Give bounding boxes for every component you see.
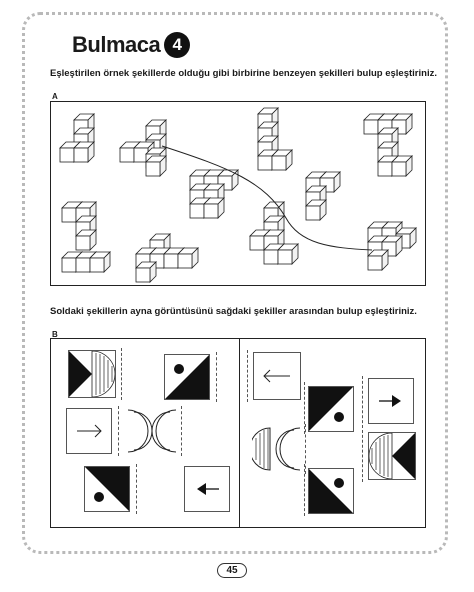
section-b-divider [239,338,240,528]
mirror-line [118,406,119,456]
mirror-line [121,348,122,400]
mirror-line [362,376,363,428]
cube-figure-9[interactable] [250,202,298,264]
left-card-diagonal-dot[interactable] [164,354,210,400]
left-card-half-circles[interactable] [128,408,176,454]
mirror-line [247,350,248,402]
section-b-label: B [52,330,58,339]
right-card-arrow-left[interactable] [253,352,301,400]
mirror-line [216,352,217,402]
mirror-line [181,406,182,456]
page-number: 45 [217,563,247,578]
cube-figure-7[interactable] [62,202,110,272]
section-a-instruction: Eşleştirilen örnek şekillerde olduğu gibi birbirine benzeyen şekilleri bulup eşleştiriniz. [50,68,437,79]
cube-figure-5[interactable] [190,170,238,218]
right-card-diagonal-dot[interactable] [308,386,354,432]
cube-figure-10[interactable] [368,222,416,270]
cube-figure-4[interactable] [364,114,412,176]
cube-figure-1[interactable] [60,114,94,162]
left-card-triangle-halfcircle[interactable] [68,350,116,398]
cube-figure-3[interactable] [258,108,292,170]
section-a-label: A [52,92,58,101]
left-card-triangle-dot[interactable] [84,466,130,512]
section-b-instruction: Soldaki şekillerin ayna görüntüsünü sağdaki şekiller arasından bulup eşleştiriniz. [50,306,417,317]
mirror-line [136,464,137,514]
title-text: Bulmaca [72,32,161,57]
right-card-arrow-right[interactable] [368,378,414,424]
cube-figure-2[interactable] [120,120,166,176]
cube-figure-8[interactable] [136,234,198,282]
right-card-triangle-dot[interactable] [308,468,354,514]
mirror-line [362,430,363,482]
title-number-badge: 4 [164,32,190,58]
right-card-half-circles[interactable] [252,426,300,472]
left-card-arrow-left[interactable] [184,466,230,512]
mirror-line [304,464,305,516]
cube-figure-6[interactable] [306,172,340,220]
mirror-line [305,424,306,474]
left-card-arrow-right[interactable] [66,408,112,454]
right-card-triangle-halfcircle[interactable] [368,432,416,480]
